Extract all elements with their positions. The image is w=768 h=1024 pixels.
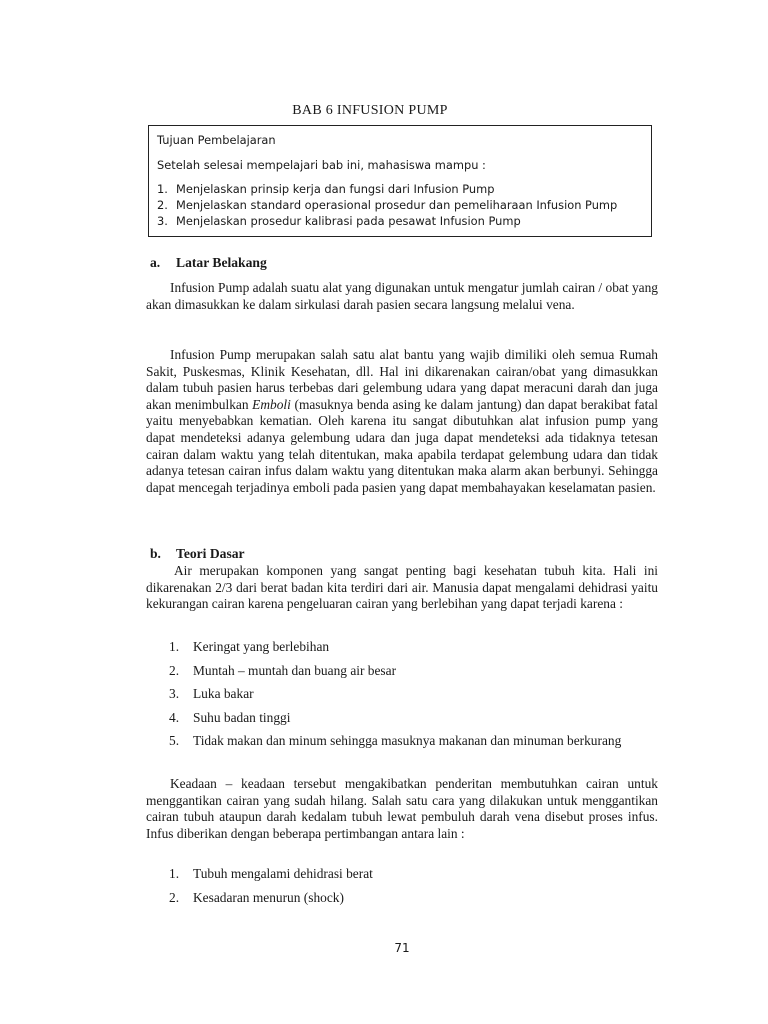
objective-text: Menjelaskan standard operasional prosedur dan pemeliharaan Infusion Pump xyxy=(176,198,618,212)
infusion-considerations-list xyxy=(169,866,658,906)
objective-item xyxy=(157,181,643,197)
list-number: 3. xyxy=(169,686,180,702)
emphasized-term: Emboli xyxy=(252,396,291,412)
paragraph-text: (masuknya benda asing ke dalam jantung) dan dapat berakibat fatal yaitu menyebabkan kematian. Oleh karena itu sangat dibutuhkan alat infusion pump yang dapat mendeteksi adanya gelembung udara dan juga dapat mendeteksi ada tidaknya tetesan cairan dalam waktu yang telah ditentukan, maka apabila terdapat gelembung udara dan tidak adanya tetesan cairan infus dalam waktu yang ditentukan maka alarm akan berbunyi. Sehingga dapat mencegah terjadinya emboli pada pasien yang dapat membahayakan keselamatan pasien. xyxy=(146,396,658,495)
list-text: Suhu badan tinggi xyxy=(193,709,291,725)
page-number: 71 xyxy=(394,941,410,955)
learning-objectives-box xyxy=(148,125,652,237)
list-number: 4. xyxy=(169,709,180,725)
dehydration-causes-list xyxy=(169,639,658,750)
section-b-title: Teori Dasar xyxy=(176,546,245,561)
list-item xyxy=(169,663,658,680)
list-item xyxy=(169,639,658,656)
list-text: Tubuh mengalami dehidrasi berat xyxy=(193,866,373,881)
objective-item xyxy=(157,197,643,213)
objective-text: Menjelaskan prosedur kalibrasi pada pesawat Infusion Pump xyxy=(176,214,521,228)
objective-number: 2. xyxy=(157,198,168,212)
list-number: 1. xyxy=(169,639,180,654)
objective-number: 3. xyxy=(157,214,168,228)
section-a-title: Latar Belakang xyxy=(176,255,267,270)
list-text: Luka bakar xyxy=(193,686,254,702)
paragraph-text: Infusion Pump merupakan salah satu alat bantu yang wajib dimiliki oleh semua Rumah Sakit, Puskesmas, Klinik Kesehatan, dll. Hal ini dikarenakan cairan/obat yang dimasukkan dalam tubuh pasien harus terbebas dari gelembung udara yang dapat meracuni darah dan juga akan menimbulkan xyxy=(146,347,658,412)
section-a-paragraph-1: Infusion Pump adalah suatu alat yang digunakan untuk mengatur jumlah cairan / obat yang akan dimasukkan ke dalam sirkulasi darah pasien secara langsung melalui vena. xyxy=(146,280,658,312)
objectives-intro: Setelah selesai mempelajari bab ini, mahasiswa mampu : xyxy=(157,158,486,172)
objectives-list xyxy=(157,181,643,229)
list-item xyxy=(169,890,658,907)
list-number: 5. xyxy=(169,733,180,749)
list-text: Keringat yang berlebihan xyxy=(193,639,330,654)
objective-number: 1. xyxy=(157,182,168,196)
list-text: Muntah – muntah dan buang air besar xyxy=(193,662,397,678)
section-b-paragraph-1: Air merupakan komponen yang sangat penting bagi kesehatan tubuh kita. Hali ini dikarenakan 2/3 dari berat badan kita terdiri dari air. Manusia dapat mengalami dehidrasi yaitu kekurangan cairan karena pengeluaran cairan yang berlebihan yang dapat terjadi karena : xyxy=(146,563,658,612)
section-b-letter: b. xyxy=(150,546,161,561)
list-number: 1. xyxy=(169,866,180,881)
section-b-paragraph-2: Keadaan – keadaan tersebut mengakibatkan penderitan membutuhkan cairan untuk menggantikan cairan yang sudah hilang. Salah satu cara yang dilakukan untuk menggantikan cairan tubuh ataupun darah kedalam tubuh lewat pembuluh darah vena disebut proses infus. Infus diberikan dengan beberapa pertimbangan antara lain : xyxy=(146,776,658,841)
objective-text: Menjelaskan prinsip kerja dan fungsi dari Infusion Pump xyxy=(176,182,495,196)
list-text: Kesadaran menurun (shock) xyxy=(193,889,344,905)
list-number: 2. xyxy=(169,889,180,905)
chapter-title: BAB 6 INFUSION PUMP xyxy=(292,103,448,118)
objectives-heading: Tujuan Pembelajaran xyxy=(157,133,276,147)
section-a-paragraph-2 xyxy=(146,347,658,496)
section-a-heading xyxy=(150,255,267,271)
list-item xyxy=(169,686,658,703)
section-a-letter: a. xyxy=(150,255,161,270)
list-item xyxy=(169,710,658,727)
list-item xyxy=(169,866,658,883)
list-text: Tidak makan dan minum sehingga masuknya makanan dan minuman berkurang xyxy=(193,733,622,749)
objective-item xyxy=(157,213,643,229)
list-number: 2. xyxy=(169,662,180,678)
list-item xyxy=(169,733,658,750)
section-b-heading xyxy=(150,546,245,562)
